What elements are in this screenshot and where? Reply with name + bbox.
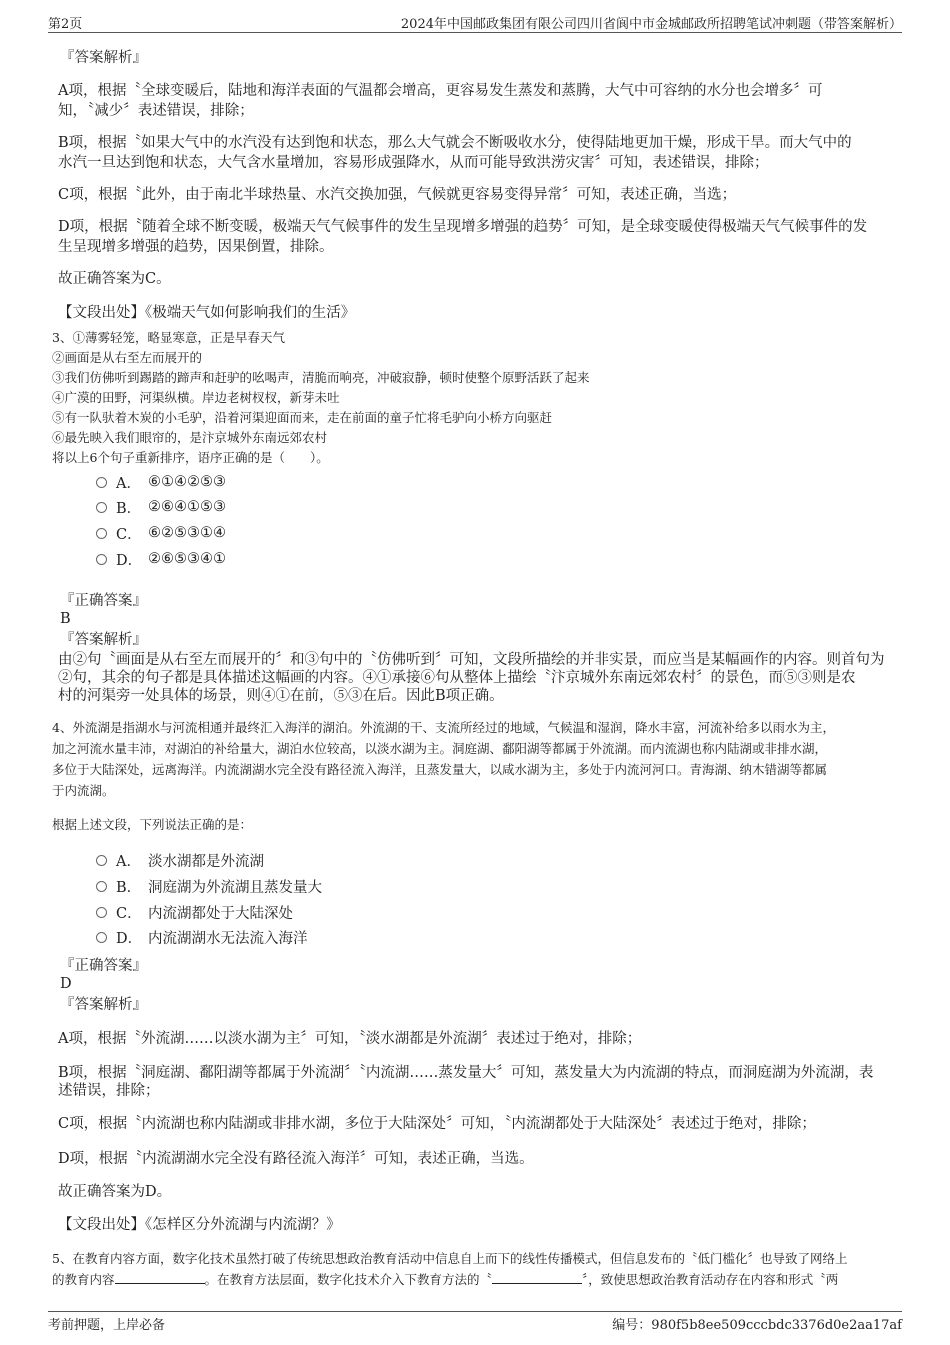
page-header: [48, 12, 902, 33]
q4-option-b[interactable]: [96, 876, 322, 896]
fill-blank[interactable]: [115, 1271, 205, 1284]
q3-option-c[interactable]: [96, 523, 226, 543]
radio-icon[interactable]: [96, 502, 107, 513]
q4-stem-line: 4、外流湖是指湖水与河流相通并最终汇入海洋的湖泊。外流湖的干、支流所经过的地域，气候温和湿润，降水丰富，河流补给多以雨水为主，: [52, 720, 835, 735]
q5-stem-line1: 5、在教育内容方面，数字化技术虽然打破了传统思想政治教育活动中信息自上而下的线性传播模式，但信息发布的〝低门槛化〞也导致了网络上: [52, 1251, 848, 1266]
q4-stem-line: 多位于大陆深处，远离海洋。内流湖湖水完全没有路径流入海洋，且蒸发量大，以咸水湖为主，多处于内流河河口。青海湖、纳木错湖等都属: [52, 762, 828, 777]
q3-correct-answer: B: [60, 611, 71, 627]
q2-analysis-label: 『答案解析』: [60, 50, 147, 66]
radio-icon[interactable]: [96, 554, 107, 565]
q4-stem-line: 于内流湖。: [52, 783, 115, 798]
q2-analysis-d-line2: 生呈现增多增强的趋势，因果倒置，排除。: [58, 239, 334, 255]
q3-stem-line: ②画面是从右至左而展开的: [52, 350, 203, 365]
option-label: A．: [116, 475, 141, 492]
q3-stem-line: ③我们仿佛听到踢踏的蹄声和赶驴的吆喝声，清脆而响亮，冲破寂静，顿时使整个原野活跃了起来: [52, 370, 590, 385]
q3-analysis-line: ②句，其余的句子都是具体描述这幅画的内容。④①承接⑥句从整体上描绘〝汴京城外东南远郊农村〞的景色，而⑤③则是农: [58, 670, 856, 686]
option-label: C．: [116, 526, 142, 543]
q2-source: 【文段出处】《极端天气如何影响我们的生活》: [58, 305, 356, 321]
option-label: C．: [116, 905, 142, 922]
q4-option-c[interactable]: [96, 902, 293, 922]
q2-analysis-c-line1: C项，根据〝此外，由于南北半球热量、水汽交换加强，气候就更容易变得异常〞可知，表述正确，当选；: [58, 187, 737, 203]
q2-analysis-d-line1: D项，根据〝随着全球不断变暖，极端天气气候事件的发生呈现增多增强的趋势〞可知，是全球变暖使得极端天气气候事件的发: [58, 219, 868, 235]
q4-analysis-b-line1: B项，根据〝洞庭湖、鄱阳湖等都属于外流湖〞〝内流湖……蒸发量大〞可知，蒸发量大为内流湖的特点，而洞庭湖为外流湖，表: [58, 1065, 874, 1081]
footer-slogan: 考前押题，上岸必备: [48, 1317, 166, 1333]
q2-conclusion: 故正确答案为C。: [58, 271, 171, 287]
q5-stem-line2: [52, 1270, 838, 1290]
radio-icon[interactable]: [96, 907, 107, 918]
q5-text-part: 〞，致使思想政治教育活动存在内容和形式〝两: [582, 1272, 839, 1287]
q4-analysis-d: D项，根据〝内流湖湖水完全没有路径流入海洋〞可知，表述正确，当选。: [58, 1151, 534, 1167]
q2-analysis-b-line1: B项，根据〝如果大气中的水汽没有达到饱和状态，那么大气就会不断吸收水分，使得陆地更加干燥，形成干旱。而大气中的: [58, 135, 852, 151]
option-label: D．: [116, 930, 143, 947]
q4-conclusion: 故正确答案为D。: [58, 1184, 172, 1200]
option-label: B．: [116, 500, 142, 517]
option-label: B．: [116, 879, 142, 896]
fill-blank[interactable]: [492, 1271, 582, 1284]
q2-analysis-a-line2: 知，〝减少〞表述错误，排除；: [58, 103, 254, 119]
q4-stem-line: 加之河流水量丰沛，对湖泊的补给量大，湖泊水位较高，以淡水湖为主。洞庭湖、鄱阳湖等都属于外流湖。而内流湖也称内陆湖或非排水湖，: [52, 741, 828, 756]
q4-source: 【文段出处】《怎样区分外流湖与内流湖？》: [58, 1217, 341, 1233]
q2-analysis-b-line2: 水汽一旦达到饱和状态，大气含水量增加，容易形成强降水，从而可能导致洪涝灾害〞可知，表述错误，排除；: [58, 155, 769, 171]
option-label: D．: [116, 552, 143, 569]
q3-option-b[interactable]: [96, 497, 226, 517]
radio-icon[interactable]: [96, 528, 107, 539]
option-text: 淡水湖都是外流湖: [148, 853, 264, 870]
q3-correct-label: 『正确答案』: [60, 593, 147, 609]
q4-correct-label: 『正确答案』: [60, 958, 147, 974]
q4-analysis-b-line2: 述错误，排除；: [58, 1083, 160, 1099]
option-text: 洞庭湖为外流湖且蒸发量大: [148, 879, 322, 896]
option-text: 内流湖都处于大陆深处: [148, 905, 293, 922]
radio-icon[interactable]: [96, 932, 107, 943]
q4-analysis-label: 『答案解析』: [60, 997, 147, 1013]
q4-option-a[interactable]: [96, 850, 264, 870]
option-text: ⑥②⑤③①④: [148, 525, 226, 541]
radio-icon[interactable]: [96, 855, 107, 866]
q3-stem-line: 3、①薄雾轻笼，略显寒意，正是早春天气: [52, 330, 285, 345]
q3-analysis-line: 由②句〝画面是从右至左而展开的〞和③句中的〝仿佛听到〞可知，文段所描绘的并非实景，而应当是某幅画作的内容。则首句为: [58, 652, 885, 668]
q3-option-a[interactable]: [96, 472, 226, 492]
option-text: ②⑥⑤③④①: [148, 551, 226, 567]
radio-icon[interactable]: [96, 477, 107, 488]
option-text: ②⑥④①⑤③: [148, 499, 226, 515]
q4-option-d[interactable]: [96, 927, 308, 947]
q3-stem-line: ⑥最先映入我们眼帘的，是汴京城外东南远郊农村: [52, 430, 328, 445]
q4-correct-answer: D: [60, 976, 72, 992]
q3-stem-line: ⑤有一队驮着木炭的小毛驴，沿着河渠迎面而来，走在前面的童子忙将毛驴向小桥方向驱赶: [52, 410, 553, 425]
option-label: A．: [116, 853, 141, 870]
document-id: 编号：980f5b8ee509cccbdc3376d0e2aa17af: [612, 1317, 902, 1333]
radio-icon[interactable]: [96, 881, 107, 892]
q3-analysis-label: 『答案解析』: [60, 632, 147, 648]
q3-question: 将以上6个句子重新排序，语序正确的是（ ）。: [52, 450, 329, 465]
q3-analysis-line: 村的河渠旁一处具体的场景，则④①在前，⑤③在后。因此B项正确。: [58, 688, 504, 704]
q2-analysis-a-line1: A项，根据〝全球变暖后，陆地和海洋表面的气温都会增高，更容易发生蒸发和蒸腾，大气中可容纳的水分也会增多〞可: [58, 83, 823, 99]
option-text: ⑥①④②⑤③: [148, 474, 226, 490]
option-text: 内流湖湖水无法流入海洋: [148, 930, 308, 947]
q3-option-d[interactable]: [96, 549, 226, 569]
page-number: 第2页: [48, 16, 83, 32]
q4-question: 根据上述文段，下列说法正确的是：: [52, 817, 253, 832]
document-title: 2024年中国邮政集团有限公司四川省阆中市金城邮政所招聘笔试冲刺题（带答案解析）: [400, 16, 902, 32]
q4-analysis-c: C项，根据〝内流湖也称内陆湖或非排水湖，多位于大陆深处〞可知，〝内流湖都处于大陆深处〞表述过于绝对，排除；: [58, 1116, 816, 1132]
q5-text-part: 。在教育方法层面，数字化技术介入下教育方法的〝: [204, 1272, 493, 1287]
page-footer: [48, 1311, 902, 1334]
q4-analysis-a: A项，根据〝外流湖……以淡水湖为主〞可知，〝淡水湖都是外流湖〞表述过于绝对，排除；: [58, 1031, 642, 1047]
q5-text-part: 的教育内容: [52, 1272, 115, 1287]
q3-stem-line: ④广漠的田野，河渠纵横。岸边老树杈杈，新芽未吐: [52, 390, 340, 405]
